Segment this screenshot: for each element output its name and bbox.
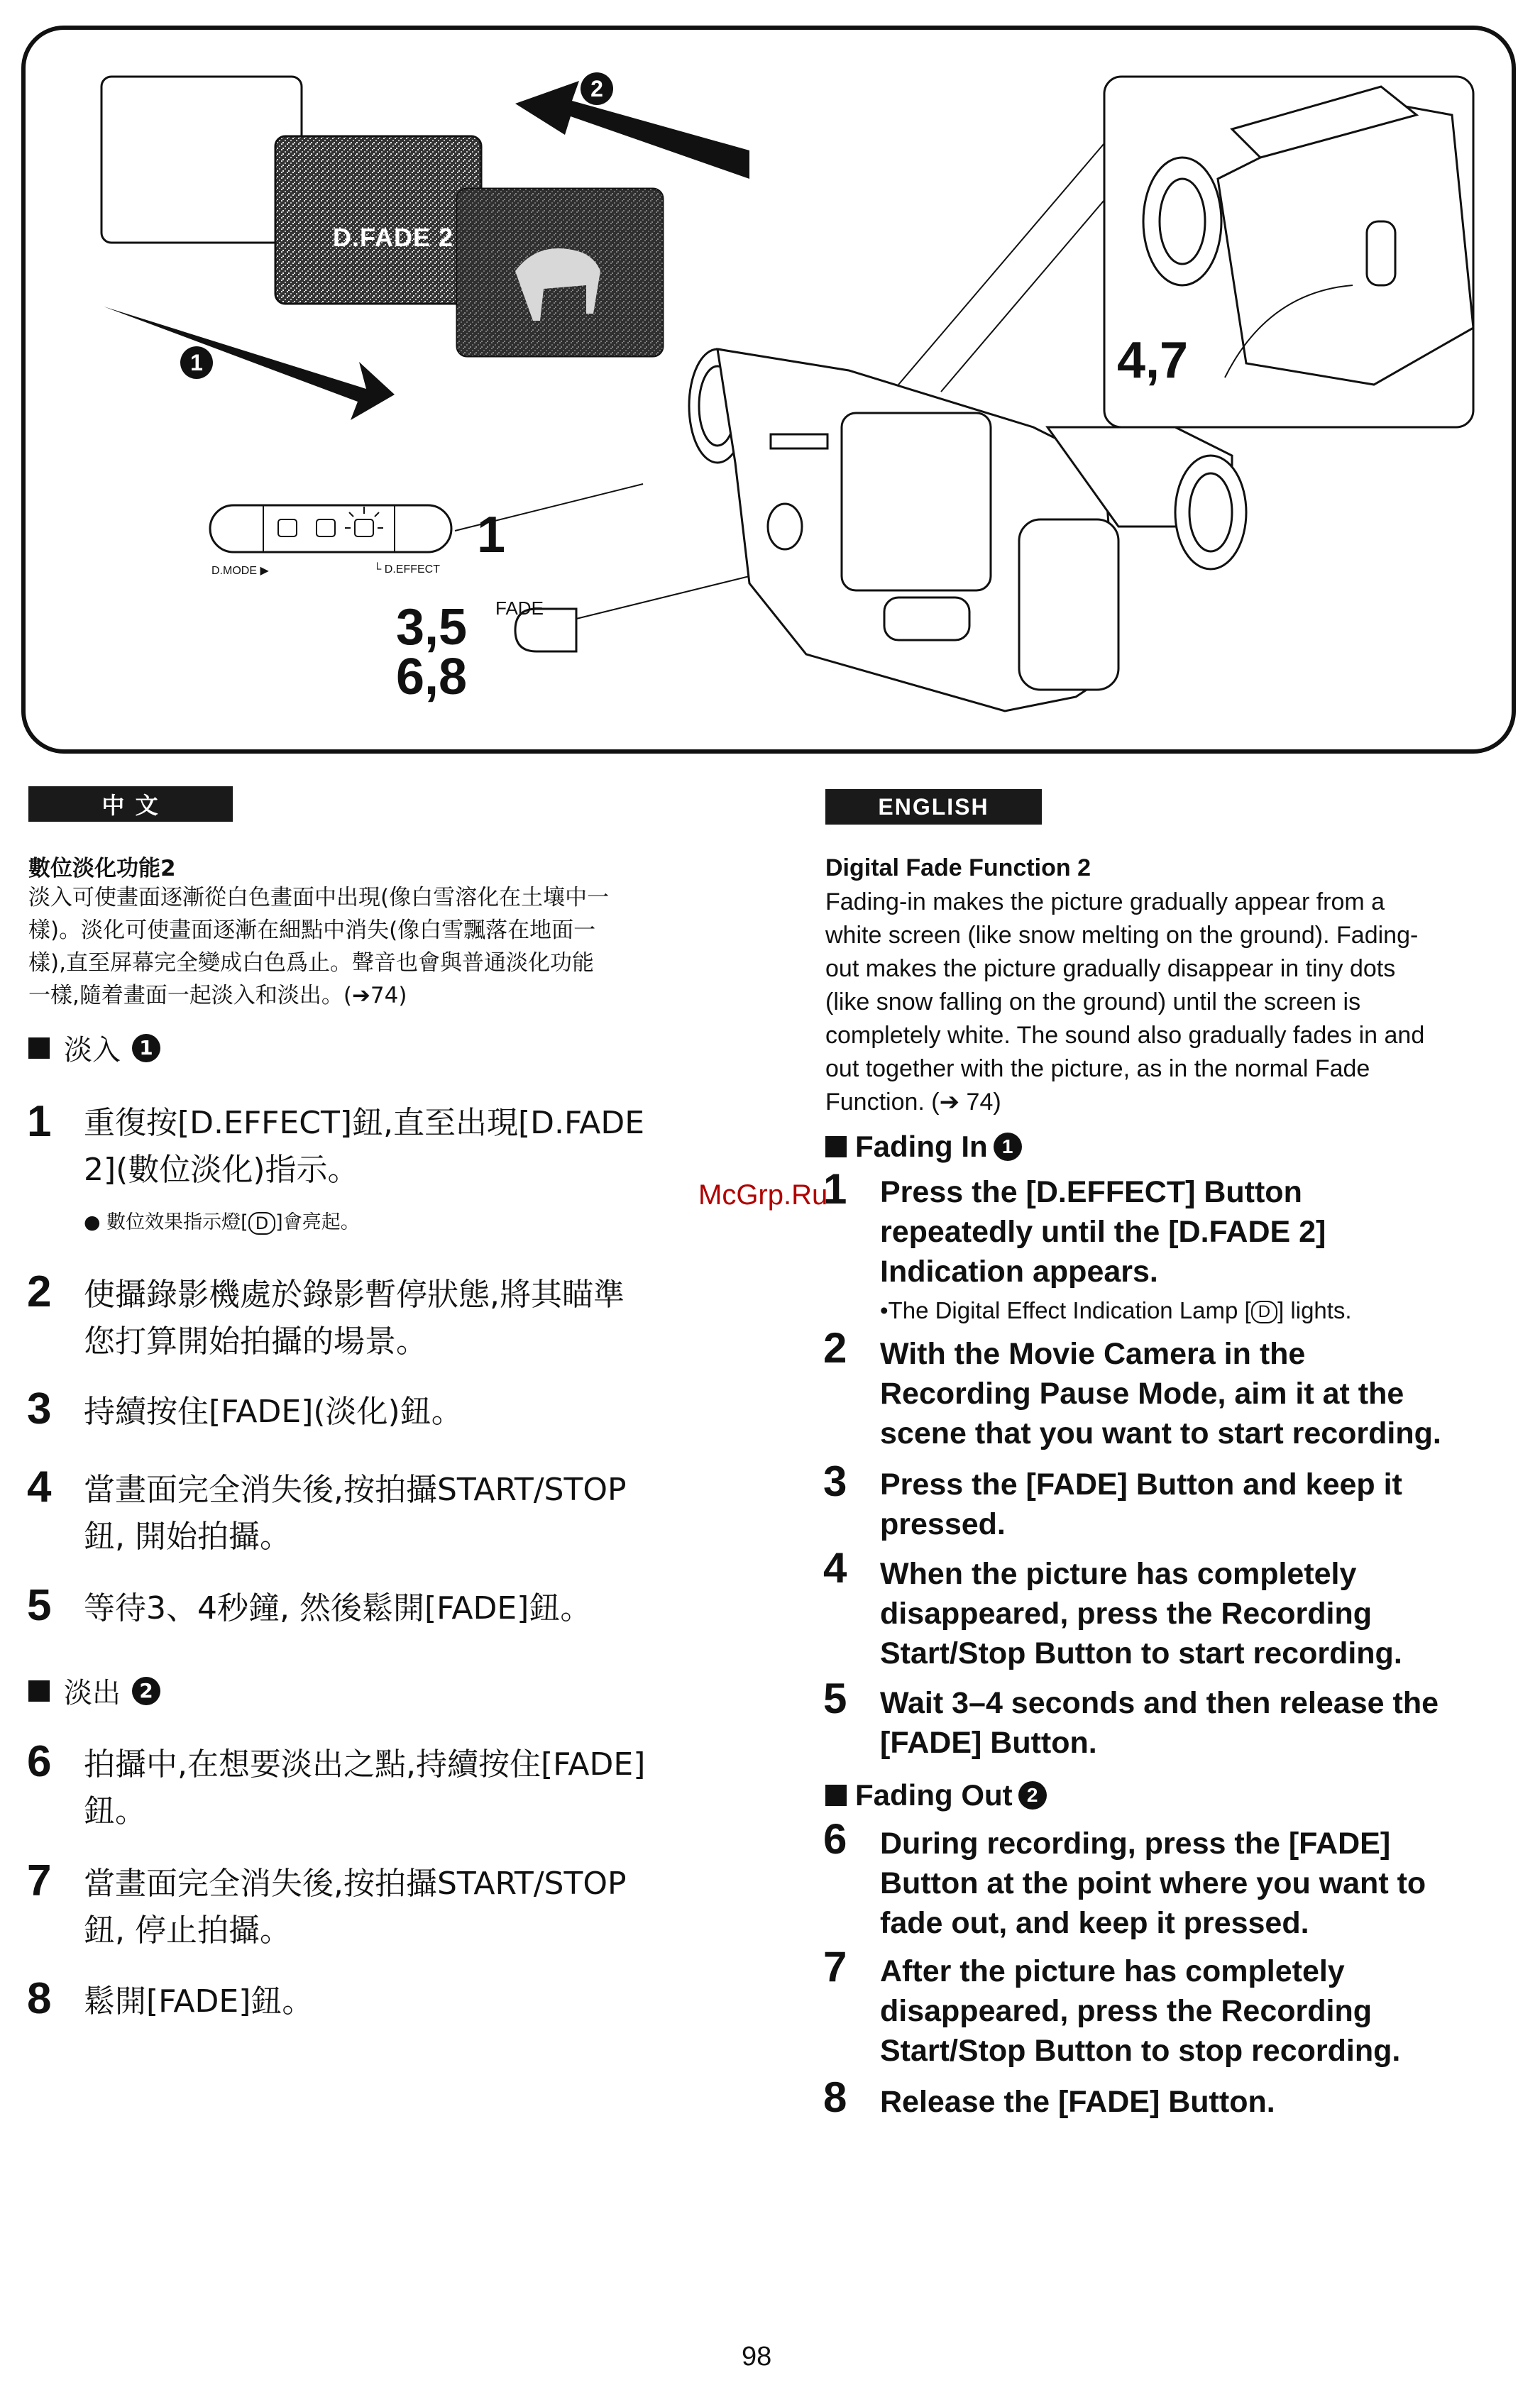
circled-2-icon: 2 [1018, 1781, 1047, 1810]
en-step-line: During recording, press the [FADE] [880, 1827, 1391, 1861]
en-step-line: disappeared, press the Recording [880, 1994, 1372, 2028]
en-step-line: Start/Stop Button to start recording. [880, 1636, 1402, 1670]
english-fade-out-heading [825, 1778, 1047, 1812]
zh-step-4 [84, 1467, 627, 1560]
deffect-label: └ D.EFFECT [373, 563, 440, 576]
zh-step-5 [84, 1585, 591, 1632]
fade-screen-frame [275, 136, 481, 304]
zh-step-line: 鈕, 停止拍攝。 [84, 1912, 291, 1949]
zh-step-line: 2](數位淡化)指示。 [84, 1152, 359, 1188]
illustration-drawing [26, 30, 1516, 754]
circled-1-icon: 1 [994, 1133, 1022, 1161]
zh-step-1-note [84, 1206, 360, 1235]
english-intro-line: Fading-in makes the picture gradually appear from a [825, 888, 1385, 915]
en-step-line: Button at the point where you want to [880, 1866, 1426, 1900]
fade-out-marker: 2 [581, 72, 613, 105]
english-intro-line: out makes the picture gradually disappear in tiny dots [825, 955, 1396, 982]
english-fade-in-label: Fading In [855, 1130, 988, 1163]
en-step-6 [880, 1824, 1426, 1943]
zh-step-line: 當畫面完全消失後,按拍攝START/STOP [84, 1472, 627, 1508]
zh-step-line: 當畫面完全消失後,按拍攝START/STOP [84, 1866, 627, 1902]
zh-step-4-number: 4 [27, 1463, 52, 1511]
english-intro-line: completely white. The sound also gradually fades in and [825, 1022, 1425, 1049]
english-section-tab: ENGLISH [825, 789, 1042, 825]
chinese-fade-out-heading [28, 1670, 160, 1711]
zh-step-line: 鈕, 開始拍攝。 [84, 1519, 291, 1555]
en-step-5 [880, 1683, 1439, 1763]
en-step-line: [FADE] Button. [880, 1726, 1097, 1760]
effect-lamp-icon: D [248, 1212, 275, 1235]
en-step-line: Press the [FADE] Button and keep it [880, 1467, 1402, 1502]
arrow-fade-in [104, 307, 395, 420]
en-step-line: When the picture has completely [880, 1557, 1357, 1591]
chinese-intro-line: 一樣,隨着畫面一起淡入和淡出。(➔74) [28, 983, 407, 1008]
circled-1-icon: 1 [132, 1034, 160, 1062]
callout-steps-35: 3,5 [396, 599, 468, 656]
chinese-intro-line: 淡入可使畫面逐漸從白色畫面中出現(像白雪溶化在土壤中一 [28, 885, 610, 910]
zh-step-2 [84, 1272, 625, 1365]
en-step-2-number: 2 [823, 1324, 847, 1372]
en-step-line: fade out, and keep it pressed. [880, 1906, 1309, 1940]
chinese-fade-out-label: 淡出 [64, 1677, 121, 1709]
english-intro-line: Function. (➔ 74) [825, 1089, 1001, 1116]
square-bullet-icon [825, 1136, 847, 1157]
en-step-line: Start/Stop Button to stop recording. [880, 2034, 1401, 2068]
zh-step-7 [84, 1861, 627, 1954]
en-step-line: Recording Pause Mode, aim it at the [880, 1377, 1404, 1411]
en-step-line: With the Movie Camera in the [880, 1337, 1306, 1371]
en-step-line: repeatedly until the [D.FADE 2] [880, 1215, 1326, 1249]
watermark-text: McGrp.Ru [698, 1179, 828, 1211]
chinese-title: 數位淡化功能2 [28, 856, 176, 881]
en-step-line: scene that you want to start recording. [880, 1416, 1441, 1450]
en-step-line: Wait 3–4 seconds and then release the [880, 1686, 1439, 1720]
callout-steps-68: 6,8 [396, 649, 468, 705]
screen-fade-text: D.FADE 2 [333, 223, 454, 252]
effect-lamp-icon: D [1251, 1301, 1277, 1323]
en-step-8-number: 8 [823, 2074, 847, 2121]
zh-step-8-number: 8 [27, 1974, 52, 2023]
en-step-1 [880, 1172, 1326, 1292]
chinese-intro-line: 樣)。淡化可使畫面逐漸在細點中消失(像白雪飄落在地面一 [28, 918, 596, 943]
square-bullet-icon [28, 1680, 50, 1702]
chinese-intro-line: 樣),直至屏幕完全變成白色爲止。聲音也會與普通淡化功能 [28, 950, 594, 976]
camera-illustration [21, 26, 1516, 754]
zh-step-1 [84, 1100, 644, 1194]
zh-step-line: 您打算開始拍攝的場景。 [84, 1323, 427, 1360]
dmode-switch [210, 505, 451, 552]
en-step-line: pressed. [880, 1507, 1006, 1541]
chinese-fade-in-heading [28, 1028, 160, 1068]
zh-note-text: ]會亮起。 [275, 1211, 360, 1233]
english-fade-out-label: Fading Out [855, 1778, 1013, 1812]
chinese-fade-in-label: 淡入 [64, 1034, 121, 1067]
english-title: Digital Fade Function 2 [825, 854, 1091, 881]
zh-step-line: 使攝錄影機處於錄影暫停狀態,將其瞄準 [84, 1277, 625, 1313]
zh-step-6 [84, 1741, 645, 1835]
zh-note-text: ● 數位效果指示燈[ [84, 1211, 248, 1233]
zh-step-1-number: 1 [27, 1097, 52, 1146]
en-note-text: ] lights. [1277, 1297, 1352, 1323]
chinese-intro [28, 881, 710, 1012]
fade-label: FADE [495, 598, 544, 619]
dmode-label: D.MODE ▶ [211, 565, 269, 577]
en-step-8 [880, 2082, 1275, 2122]
en-step-line: After the picture has completely [880, 1954, 1345, 1988]
zh-step-8 [84, 1978, 313, 2025]
square-bullet-icon [825, 1785, 847, 1806]
en-step-3 [880, 1465, 1402, 1544]
zh-step-3 [84, 1389, 463, 1436]
fade-in-marker: 1 [180, 346, 213, 379]
en-step-line: Release the [FADE] Button. [880, 2085, 1275, 2119]
english-fade-in-heading [825, 1130, 1022, 1164]
circled-2-icon: 2 [132, 1677, 160, 1705]
en-step-5-number: 5 [823, 1675, 847, 1722]
page-number: 98 [742, 2342, 772, 2372]
en-step-7-number: 7 [823, 1943, 847, 1990]
chinese-section-tab: 中 文 [28, 786, 233, 822]
en-step-1-number: 1 [823, 1165, 847, 1213]
en-step-line: disappeared, press the Recording [880, 1597, 1372, 1631]
zh-step-line: 拍攝中,在想要淡出之點,持續按住[FADE] [84, 1746, 646, 1783]
zh-step-3-number: 3 [27, 1384, 52, 1433]
callout-step-1: 1 [477, 507, 506, 563]
en-step-line: Press the [D.EFFECT] Button [880, 1175, 1302, 1209]
zh-step-line: 鈕。 [84, 1793, 146, 1829]
zh-step-line: 持續按住[FADE](淡化)鈕。 [84, 1394, 463, 1430]
en-step-7 [880, 1951, 1400, 2071]
en-step-2 [880, 1334, 1441, 1453]
zh-step-2-number: 2 [27, 1267, 52, 1316]
arrow-fade-out [515, 81, 749, 179]
en-step-4-number: 4 [823, 1544, 847, 1592]
en-step-4 [880, 1554, 1402, 1673]
en-note-text: •The Digital Effect Indication Lamp [ [880, 1297, 1251, 1323]
english-intro-line: out together with the picture, as in the normal Fade [825, 1055, 1370, 1082]
english-intro-line: (like snow falling on the ground) until the screen is [825, 989, 1361, 1015]
square-bullet-icon [28, 1037, 50, 1059]
zh-step-line: 重復按[D.EFFECT]鈕,直至出現[D.FADE [84, 1105, 645, 1141]
en-step-6-number: 6 [823, 1815, 847, 1863]
english-intro-line: white screen (like snow melting on the ground). Fading- [825, 922, 1419, 949]
white-screen-frame [101, 77, 302, 243]
zh-step-line: 等待3、4秒鐘, 然後鬆開[FADE]鈕。 [84, 1590, 592, 1626]
zh-step-line: 鬆開[FADE]鈕。 [84, 1983, 314, 2020]
english-intro [825, 886, 1507, 1119]
en-step-1-note [880, 1297, 1352, 1324]
en-step-3-number: 3 [823, 1458, 847, 1505]
zh-step-6-number: 6 [27, 1737, 52, 1786]
callout-steps-47: 4,7 [1117, 332, 1189, 389]
en-step-line: Indication appears. [880, 1255, 1158, 1289]
zh-step-7-number: 7 [27, 1856, 52, 1905]
zh-step-5-number: 5 [27, 1581, 52, 1630]
